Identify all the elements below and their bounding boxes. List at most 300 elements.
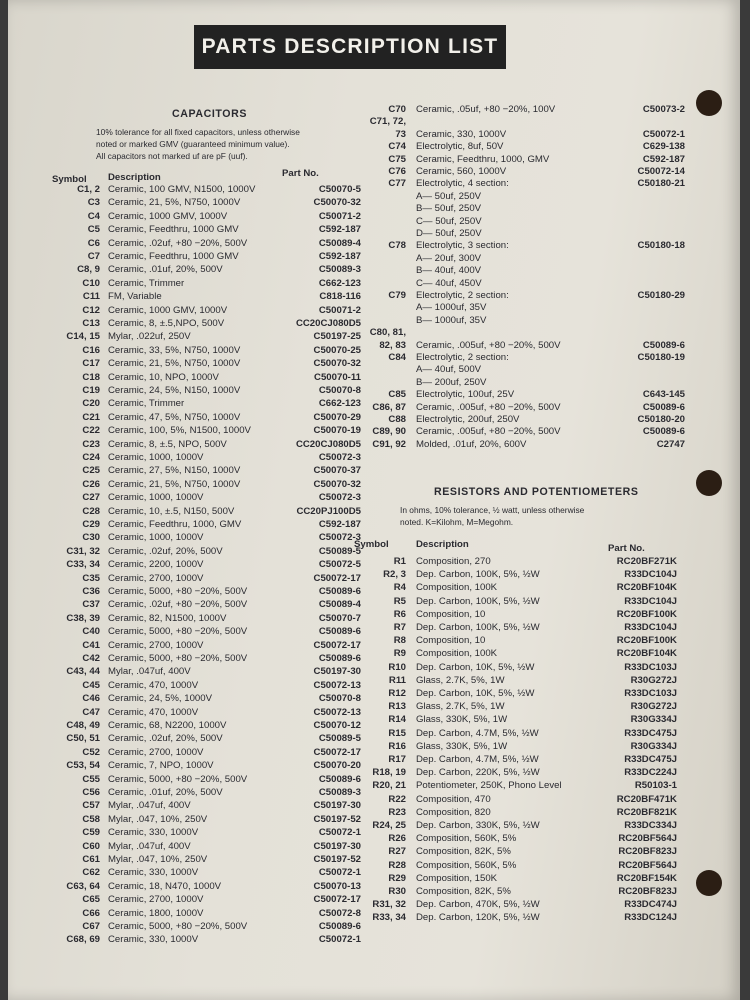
part-number-cell: RC20BF823J bbox=[618, 886, 677, 897]
part-number-cell: C50089-6 bbox=[642, 426, 685, 438]
description-cell: Ceramic, Feedthru, 1000, GMV bbox=[416, 153, 550, 165]
symbol-cell: C59 bbox=[82, 827, 100, 839]
description-cell: D— 50uf, 250V bbox=[416, 228, 482, 239]
description-cell: Ceramic, .01uf, 20%, 500V bbox=[108, 264, 223, 276]
symbol-cell: C47 bbox=[82, 706, 100, 718]
symbol-cell: R24, 25 bbox=[372, 820, 406, 831]
part-number-cell: RC20BF821K bbox=[616, 806, 677, 818]
part-number-cell: C50071-2 bbox=[318, 210, 361, 222]
part-number-cell: C50197-30 bbox=[313, 666, 361, 678]
description-cell: Composition, 470 bbox=[416, 793, 491, 805]
symbol-cell: C14, 15 bbox=[66, 331, 100, 343]
symbol-cell: R18, 19 bbox=[372, 767, 406, 779]
description-cell: Ceramic, 2700, 1000V bbox=[108, 639, 204, 651]
symbol-cell: R28 bbox=[388, 859, 406, 871]
description-cell: Electrolytic, 200uf, 250V bbox=[416, 414, 520, 425]
symbol-cell: C43, 44 bbox=[66, 666, 100, 678]
part-number-cell: C50071-2 bbox=[318, 304, 361, 316]
description-cell: Ceramic, 1000, 1000V bbox=[108, 452, 204, 463]
description-cell: Ceramic, 2200, 1000V bbox=[108, 559, 204, 571]
symbol-cell: C30 bbox=[82, 532, 100, 544]
description-cell: Ceramic, 100, 5%, N1500, 1000V bbox=[108, 425, 251, 437]
description-cell: Mylar, .047, 10%, 250V bbox=[108, 813, 208, 825]
part-number-cell: C50070-7 bbox=[318, 612, 361, 624]
symbol-cell: 73 bbox=[395, 128, 406, 140]
part-number-cell: C592-187 bbox=[318, 519, 361, 530]
description-cell: A— 1000uf, 35V bbox=[416, 302, 487, 314]
part-number-cell: RC20BF104K bbox=[616, 582, 677, 594]
symbol-cell: C80, 81, bbox=[369, 327, 406, 339]
description-cell: Ceramic, Feedthru, 1000 GMV bbox=[108, 251, 239, 262]
description-cell: Mylar, .047uf, 400V bbox=[108, 840, 191, 852]
symbol-cell: C89, 90 bbox=[372, 426, 406, 438]
symbol-cell: C12 bbox=[82, 304, 100, 316]
part-number-cell: C50180-18 bbox=[637, 240, 685, 252]
symbol-cell: C41 bbox=[82, 639, 100, 651]
part-number-cell: C50197-25 bbox=[313, 331, 361, 343]
description-cell: Ceramic, 10, NPO, 1000V bbox=[108, 371, 219, 383]
description-cell: Composition, 82K, 5% bbox=[416, 886, 511, 897]
part-number-cell: C50072-1 bbox=[318, 867, 361, 879]
part-number-cell: C50072-1 bbox=[642, 128, 685, 140]
binder-hole bbox=[696, 870, 722, 896]
note-line: noted or marked GMV (guaranteed minimum value). bbox=[96, 139, 290, 149]
symbol-cell: C3 bbox=[87, 197, 100, 209]
description-cell: Ceramic, 1000, 1000V bbox=[108, 492, 204, 504]
description-cell: Dep. Carbon, 330K, 5%, ½W bbox=[416, 820, 540, 831]
symbol-cell: R7 bbox=[393, 622, 406, 633]
symbol-cell: C65 bbox=[82, 894, 100, 906]
symbol-cell: C38, 39 bbox=[66, 612, 100, 624]
symbol-cell: C16 bbox=[82, 344, 100, 356]
symbol-cell: C60 bbox=[82, 840, 100, 852]
symbol-cell: C67 bbox=[82, 921, 100, 932]
symbol-cell: R4 bbox=[393, 582, 406, 594]
part-number-cell: C50089-3 bbox=[318, 264, 361, 276]
part-number-cell: C50070-8 bbox=[318, 693, 361, 705]
symbol-cell: C75 bbox=[388, 153, 406, 165]
symbol-cell: C66 bbox=[82, 907, 100, 919]
description-cell: Composition, 270 bbox=[416, 556, 491, 567]
description-cell: Ceramic, 330, 1000V bbox=[416, 128, 507, 140]
symbol-cell: C21 bbox=[82, 411, 100, 423]
description-cell: C— 40uf, 450V bbox=[416, 277, 482, 289]
part-number-cell: C50180-19 bbox=[637, 352, 685, 363]
part-number-cell: R30G272J bbox=[630, 674, 677, 686]
column-header-symbol: Symbol bbox=[52, 174, 87, 185]
symbol-cell: R23 bbox=[388, 806, 406, 818]
symbol-cell: R8 bbox=[393, 635, 406, 647]
description-cell: Ceramic, Feedthru, 1000, GMV bbox=[108, 519, 242, 530]
part-number-cell: R30G334J bbox=[630, 714, 677, 726]
description-cell: Ceramic, Feedthru, 1000 GMV bbox=[108, 224, 239, 236]
description-cell: C— 50uf, 250V bbox=[416, 215, 482, 227]
symbol-cell: C19 bbox=[82, 385, 100, 396]
part-number-cell: R30G272J bbox=[630, 701, 677, 713]
description-cell: Dep. Carbon, 220K, 5%, ½W bbox=[416, 767, 540, 779]
symbol-cell: C76 bbox=[388, 166, 406, 177]
symbol-cell: C57 bbox=[82, 800, 100, 812]
part-number-cell: C629-138 bbox=[642, 141, 685, 153]
part-number-cell: RC20BF100K bbox=[616, 635, 677, 647]
part-number-cell: C50089-6 bbox=[642, 401, 685, 413]
symbol-cell: R14 bbox=[388, 714, 406, 726]
description-cell: Dep. Carbon, 10K, 5%, ½W bbox=[416, 688, 535, 699]
description-cell: Ceramic, 24, 5%, 1000V bbox=[108, 693, 212, 705]
description-cell: A— 20uf, 300V bbox=[416, 252, 482, 264]
symbol-cell: C7 bbox=[87, 251, 100, 262]
description-cell: Composition, 10 bbox=[416, 635, 486, 647]
description-cell: Glass, 2.7K, 5%, 1W bbox=[416, 674, 505, 686]
part-number-cell: C50070-13 bbox=[313, 880, 361, 892]
description-cell: Electrolytic, 3 section: bbox=[416, 240, 509, 252]
part-number-cell: R30G334J bbox=[630, 740, 677, 752]
part-number-cell: C50089-6 bbox=[642, 339, 685, 351]
description-cell: Ceramic, 470, 1000V bbox=[108, 679, 199, 691]
symbol-cell: R5 bbox=[393, 595, 406, 607]
part-number-cell: CC20CJ080D5 bbox=[295, 318, 361, 329]
description-cell: Composition, 560K, 5% bbox=[416, 859, 517, 871]
part-number-cell: C50070-8 bbox=[318, 385, 361, 396]
part-number-cell: C50070-29 bbox=[313, 411, 361, 423]
symbol-cell: C70 bbox=[388, 104, 406, 115]
part-number-cell: RC20BF823J bbox=[618, 846, 677, 858]
part-number-cell: R33DC104J bbox=[624, 595, 677, 607]
description-cell: Ceramic, 5000, +80 −20%, 500V bbox=[108, 773, 248, 785]
column-header-symbol: Symbol bbox=[354, 539, 389, 550]
symbol-cell: C61 bbox=[82, 854, 100, 865]
symbol-cell: R31, 32 bbox=[372, 899, 406, 911]
note-line: noted. K=Kilohm, M=Megohm. bbox=[400, 517, 514, 527]
symbol-cell: R15 bbox=[388, 727, 406, 739]
part-number-cell: C50072-14 bbox=[637, 166, 685, 177]
description-cell: Ceramic, Trimmer bbox=[108, 398, 185, 410]
part-number-cell: C592-187 bbox=[318, 251, 361, 262]
description-cell: Ceramic, 5000, +80 −20%, 500V bbox=[108, 626, 248, 638]
description-cell: Ceramic, 1000 GMV, 1000V bbox=[108, 210, 228, 222]
description-cell: Dep. Carbon, 100K, 5%, ½W bbox=[416, 622, 540, 633]
column-header-description: Description bbox=[108, 172, 161, 183]
description-cell: Electrolytic, 4 section: bbox=[416, 178, 509, 190]
description-cell: Ceramic, 5000, +80 −20%, 500V bbox=[108, 921, 248, 932]
symbol-cell: C91, 92 bbox=[372, 438, 406, 450]
part-number-cell: C50070-32 bbox=[313, 358, 361, 370]
description-cell: Ceramic, 100 GMV, N1500, 1000V bbox=[108, 184, 256, 195]
description-cell: Ceramic, .005uf, +80 −20%, 500V bbox=[416, 426, 561, 438]
symbol-cell: C84 bbox=[388, 352, 406, 363]
description-cell: Ceramic, 33, 5%, N750, 1000V bbox=[108, 344, 241, 356]
symbol-cell: C53, 54 bbox=[66, 760, 100, 772]
symbol-cell: C77 bbox=[388, 178, 406, 190]
symbol-cell: C28 bbox=[82, 505, 100, 517]
part-number-cell: C50072-3 bbox=[318, 452, 361, 463]
part-number-cell: C50089-5 bbox=[318, 733, 361, 745]
part-number-cell: C50072-8 bbox=[318, 907, 361, 919]
description-cell: B— 40uf, 400V bbox=[416, 265, 482, 277]
part-number-cell: R33DC104J bbox=[624, 569, 677, 581]
part-number-cell: C50089-4 bbox=[318, 237, 361, 249]
description-cell: Composition, 820 bbox=[416, 806, 491, 818]
description-cell: Electrolytic, 2 section: bbox=[416, 352, 509, 363]
symbol-cell: R22 bbox=[388, 793, 406, 805]
symbol-cell: C25 bbox=[82, 465, 100, 477]
description-cell: Mylar, .047uf, 400V bbox=[108, 666, 191, 678]
resistors-section bbox=[354, 486, 695, 966]
description-cell: Ceramic, 18, N470, 1000V bbox=[108, 880, 222, 892]
symbol-cell: C46 bbox=[82, 693, 100, 705]
symbol-cell: C78 bbox=[388, 240, 406, 252]
symbol-cell: C85 bbox=[388, 389, 406, 401]
description-cell: Dep. Carbon, 4.7M, 5%, ½W bbox=[416, 727, 539, 739]
part-number-cell: C50089-6 bbox=[318, 626, 361, 638]
description-cell: Dep. Carbon, 100K, 5%, ½W bbox=[416, 595, 540, 607]
part-number-cell: R33DC334J bbox=[624, 820, 677, 831]
description-cell: Ceramic, 1000 GMV, 1000V bbox=[108, 304, 228, 316]
symbol-cell: C68, 69 bbox=[66, 934, 100, 946]
symbol-cell: R26 bbox=[388, 833, 406, 845]
description-cell: Ceramic, .02uf, 20%, 500V bbox=[108, 545, 223, 557]
part-number-cell: C50089-6 bbox=[318, 653, 361, 664]
description-cell: Composition, 10 bbox=[416, 608, 486, 620]
description-cell: Ceramic, 10, ±.5, N150, 500V bbox=[108, 505, 235, 517]
column-header-part: Part No. bbox=[608, 543, 645, 554]
part-number-cell: C50180-21 bbox=[637, 178, 685, 190]
part-number-cell: C818-116 bbox=[319, 291, 361, 303]
description-cell: Ceramic, 2700, 1000V bbox=[108, 746, 204, 758]
part-number-cell: C50073-2 bbox=[642, 104, 685, 115]
part-number-cell: C50070-37 bbox=[313, 465, 361, 477]
note-line: 10% tolerance for all fixed capacitors, unless otherwise bbox=[96, 127, 300, 137]
part-number-cell: C50089-3 bbox=[318, 787, 361, 798]
symbol-cell: R20, 21 bbox=[372, 780, 406, 792]
symbol-cell: C74 bbox=[388, 141, 406, 153]
description-cell: B— 50uf, 250V bbox=[416, 203, 482, 215]
description-cell: Mylar, .022uf, 250V bbox=[108, 331, 191, 343]
capacitors-section bbox=[46, 108, 376, 968]
description-cell: Ceramic, 330, 1000V bbox=[108, 827, 199, 839]
description-cell: Composition, 150K bbox=[416, 872, 498, 884]
part-number-cell: C50070-32 bbox=[313, 478, 361, 490]
resistors-note bbox=[400, 504, 695, 528]
part-number-cell: RC20BF154K bbox=[616, 872, 677, 884]
symbol-cell: R6 bbox=[393, 608, 406, 620]
description-cell: Ceramic, 21, 5%, N750, 1000V bbox=[108, 197, 241, 209]
description-cell: Glass, 2.7K, 5%, 1W bbox=[416, 701, 505, 713]
part-number-cell: R50103-1 bbox=[634, 780, 677, 792]
part-number-cell: CC20CJ080D5 bbox=[295, 438, 361, 450]
symbol-cell: R33, 34 bbox=[372, 912, 406, 924]
part-number-cell: C50089-4 bbox=[318, 599, 361, 611]
part-number-cell: C50070-32 bbox=[313, 197, 361, 209]
description-cell: Ceramic, 5000, +80 −20%, 500V bbox=[108, 653, 248, 664]
description-cell: Composition, 560K, 5% bbox=[416, 833, 517, 845]
note-line: All capacitors not marked uf are pF (uuf). bbox=[96, 151, 248, 161]
part-number-cell: C50089-6 bbox=[318, 773, 361, 785]
capacitors-continued-section bbox=[360, 104, 695, 474]
description-cell: Composition, 100K bbox=[416, 648, 498, 660]
part-number-cell: C50072-17 bbox=[313, 572, 361, 584]
part-number-cell: C50089-6 bbox=[318, 921, 361, 932]
symbol-cell: C48, 49 bbox=[66, 720, 100, 731]
description-cell: Ceramic, 8, ±.5,NPO, 500V bbox=[108, 318, 225, 329]
part-number-cell: RC20BF564J bbox=[618, 859, 677, 871]
part-number-cell: C50072-1 bbox=[318, 934, 361, 946]
description-cell: Ceramic, .02uf, +80 −20%, 500V bbox=[108, 237, 248, 249]
description-cell: B— 1000uf, 35V bbox=[416, 314, 487, 326]
description-cell: Ceramic, 7, NPO, 1000V bbox=[108, 760, 214, 772]
description-cell: Ceramic, 560, 1000V bbox=[416, 166, 507, 177]
description-cell: Electrolytic, 2 section: bbox=[416, 290, 509, 301]
symbol-cell: C58 bbox=[82, 813, 100, 825]
column-header-part: Part No. bbox=[282, 168, 319, 179]
part-number-cell: C643-145 bbox=[642, 389, 685, 401]
part-number-cell: C50072-17 bbox=[313, 746, 361, 758]
symbol-cell: C1, 2 bbox=[77, 184, 100, 195]
part-number-cell: RC20BF471K bbox=[616, 793, 677, 805]
part-number-cell: C50072-17 bbox=[313, 894, 361, 906]
description-cell: Dep. Carbon, 10K, 5%, ½W bbox=[416, 661, 535, 673]
description-cell: Ceramic, 82, N1500, 1000V bbox=[108, 612, 227, 624]
description-cell: Ceramic, 21, 5%, N750, 1000V bbox=[108, 358, 241, 370]
symbol-cell: C56 bbox=[82, 787, 100, 798]
description-cell: Ceramic, .005uf, +80 −20%, 500V bbox=[416, 339, 561, 351]
description-cell: Ceramic, 68, N2200, 1000V bbox=[108, 720, 227, 731]
description-cell: Ceramic, 21, 5%, N750, 1000V bbox=[108, 478, 241, 490]
symbol-cell: R17 bbox=[388, 754, 406, 765]
symbol-cell: C45 bbox=[82, 679, 100, 691]
part-number-cell: C50072-3 bbox=[318, 492, 361, 504]
description-cell: Ceramic, 5000, +80 −20%, 500V bbox=[108, 586, 248, 597]
description-cell: Mylar, .047, 10%, 250V bbox=[108, 854, 208, 865]
capacitors-note bbox=[96, 126, 376, 162]
symbol-cell: C29 bbox=[82, 519, 100, 530]
symbol-cell: C23 bbox=[82, 438, 100, 450]
description-cell: Ceramic, .02uf, +80 −20%, 500V bbox=[108, 599, 248, 611]
description-cell: Dep. Carbon, 470K, 5%, ½W bbox=[416, 899, 540, 911]
description-cell: Ceramic, 8, ±.5, NPO, 500V bbox=[108, 438, 227, 450]
part-number-cell: RC20BF104K bbox=[616, 648, 677, 660]
description-cell: Glass, 330K, 5%, 1W bbox=[416, 714, 508, 726]
symbol-cell: C88 bbox=[388, 414, 406, 425]
capacitors-heading: CAPACITORS bbox=[172, 108, 248, 120]
part-number-cell: RC20BF564J bbox=[618, 833, 677, 845]
part-number-cell: R33DC475J bbox=[624, 727, 677, 739]
part-number-cell: C50072-17 bbox=[313, 639, 361, 651]
symbol-cell: R12 bbox=[388, 688, 406, 699]
symbol-cell: R2, 3 bbox=[383, 569, 406, 581]
description-cell: Ceramic, 1000, 1000V bbox=[108, 532, 204, 544]
description-cell: Ceramic, 27, 5%, N150, 1000V bbox=[108, 465, 241, 477]
resistors-heading: RESISTORS AND POTENTIOMETERS bbox=[434, 486, 639, 498]
page-title: PARTS DESCRIPTION LIST bbox=[194, 25, 506, 69]
part-number-cell: R33DC104J bbox=[624, 622, 677, 633]
part-number-cell: C50180-20 bbox=[637, 414, 685, 425]
symbol-cell: C33, 34 bbox=[66, 559, 100, 571]
description-cell: Electrolytic, 100uf, 25V bbox=[416, 389, 515, 401]
description-cell: Ceramic, 1800, 1000V bbox=[108, 907, 204, 919]
symbol-cell: C62 bbox=[82, 867, 100, 879]
part-number-cell: C50089-5 bbox=[318, 545, 361, 557]
symbol-cell: C4 bbox=[87, 210, 100, 222]
part-number-cell: R33DC103J bbox=[624, 688, 677, 699]
description-cell: Ceramic, 330, 1000V bbox=[108, 934, 199, 946]
symbol-cell: R30 bbox=[388, 886, 406, 897]
part-number-cell: C662-123 bbox=[318, 277, 361, 289]
symbol-cell: C22 bbox=[82, 425, 100, 437]
description-cell: Dep. Carbon, 4.7M, 5%, ½W bbox=[416, 754, 539, 765]
symbol-cell: C31, 32 bbox=[66, 545, 100, 557]
part-number-cell: C50070-19 bbox=[313, 425, 361, 437]
description-cell: A— 50uf, 250V bbox=[416, 190, 482, 202]
part-number-cell: RC20BF100K bbox=[616, 608, 677, 620]
description-cell: Dep. Carbon, 100K, 5%, ½W bbox=[416, 569, 540, 581]
description-cell: Electrolytic, 8uf, 50V bbox=[416, 141, 504, 153]
part-number-cell: C50180-29 bbox=[637, 290, 685, 301]
symbol-cell: C40 bbox=[82, 626, 100, 638]
note-line: In ohms, 10% tolerance, ½ watt, unless otherwise bbox=[400, 505, 585, 515]
symbol-cell: C18 bbox=[82, 371, 100, 383]
description-cell: A— 40uf, 500V bbox=[416, 364, 482, 376]
part-number-cell: C2747 bbox=[656, 438, 685, 450]
description-cell: Ceramic, 24, 5%, N150, 1000V bbox=[108, 385, 241, 396]
description-cell: FM, Variable bbox=[108, 291, 162, 303]
part-number-cell: C50197-52 bbox=[313, 854, 361, 865]
part-number-cell: C50072-13 bbox=[313, 706, 361, 718]
symbol-cell: C55 bbox=[82, 773, 100, 785]
part-number-cell: C50070-11 bbox=[314, 371, 361, 383]
symbol-cell: R16 bbox=[388, 740, 406, 752]
part-number-cell: C50197-30 bbox=[313, 800, 361, 812]
description-cell: Composition, 100K bbox=[416, 582, 498, 594]
part-number-cell: C50197-30 bbox=[313, 840, 361, 852]
description-cell: Ceramic, 2700, 1000V bbox=[108, 572, 204, 584]
symbol-cell: C35 bbox=[82, 572, 100, 584]
symbol-cell: C8, 9 bbox=[77, 264, 100, 276]
part-number-cell: RC20BF271K bbox=[616, 556, 677, 567]
symbol-cell: C27 bbox=[82, 492, 100, 504]
part-number-cell: C592-187 bbox=[642, 153, 685, 165]
description-cell: Ceramic, 2700, 1000V bbox=[108, 894, 204, 906]
symbol-cell: C17 bbox=[82, 358, 100, 370]
part-number-cell: C592-187 bbox=[318, 224, 361, 236]
description-cell: Ceramic, 330, 1000V bbox=[108, 867, 199, 879]
symbol-cell: R9 bbox=[393, 648, 406, 660]
symbol-cell: C42 bbox=[82, 653, 100, 664]
symbol-cell: C52 bbox=[82, 746, 100, 758]
description-cell: Potentiometer, 250K, Phono Level bbox=[416, 780, 562, 792]
symbol-cell: C37 bbox=[82, 599, 100, 611]
description-cell: Ceramic, Trimmer bbox=[108, 277, 185, 289]
symbol-cell: C11 bbox=[82, 291, 100, 303]
part-number-cell: R33DC224J bbox=[624, 767, 677, 779]
symbol-cell: R11 bbox=[388, 674, 406, 686]
binder-hole bbox=[696, 470, 722, 496]
symbol-cell: R27 bbox=[388, 846, 406, 858]
description-cell: Ceramic, .05uf, +80 −20%, 100V bbox=[416, 104, 556, 115]
symbol-cell: C36 bbox=[82, 586, 100, 597]
column-header-description: Description bbox=[416, 539, 469, 550]
part-number-cell: C50070-12 bbox=[313, 720, 361, 731]
binder-hole bbox=[696, 90, 722, 116]
symbol-cell: C24 bbox=[82, 452, 100, 463]
symbol-cell: 82, 83 bbox=[379, 339, 406, 351]
symbol-cell: C86, 87 bbox=[372, 401, 406, 413]
document-page bbox=[8, 0, 740, 1000]
part-number-cell: C50070-20 bbox=[313, 760, 361, 772]
part-number-cell: C50072-13 bbox=[313, 679, 361, 691]
symbol-cell: C5 bbox=[87, 224, 100, 236]
description-cell: Ceramic, 47, 5%, N750, 1000V bbox=[108, 411, 241, 423]
